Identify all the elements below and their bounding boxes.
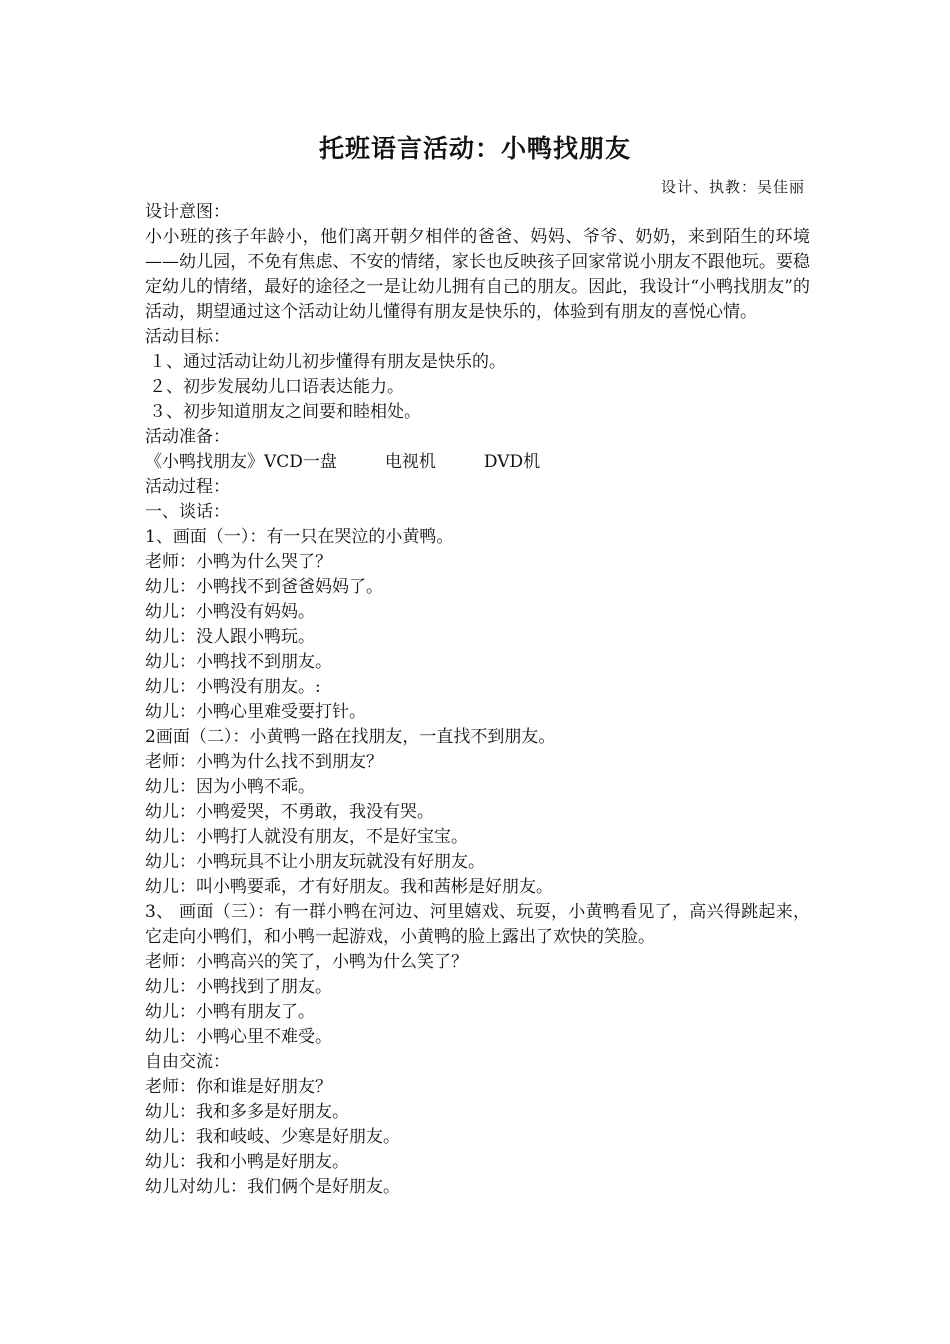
dialogue-line: 幼儿：小鸭心里难受要打针。 (145, 702, 366, 722)
author-line: 设计、执教：吴佳丽 (660, 178, 805, 196)
document-body (145, 200, 810, 1200)
free-talk-heading: 自由交流： (145, 1052, 230, 1072)
prep-items (145, 450, 810, 475)
dialogue-line: 老师：小鸭高兴的笑了，小鸭为什么笑了？ (145, 952, 468, 972)
goal-item: ２、初步发展幼儿口语表达能力。 (149, 377, 404, 397)
dialogue-line: 幼儿：我和岐岐、少寒是好朋友。 (145, 1127, 400, 1147)
goal-item: ３、初步知道朋友之间要和睦相处。 (149, 402, 421, 422)
goals-heading: 活动目标： (145, 327, 230, 347)
goal-item: １、通过活动让幼儿初步懂得有朋友是快乐的。 (149, 352, 506, 372)
dialogue-line: 老师：小鸭为什么找不到朋友？ (145, 752, 383, 772)
dialogue-line: 幼儿：小鸭心里不难受。 (145, 1027, 332, 1047)
scene-heading: 1、画面（一）：有一只在哭泣的小黄鸭。 (145, 527, 454, 547)
dialogue-line: 老师：小鸭为什么哭了？ (145, 552, 332, 572)
dialogue-line: 幼儿：我和小鸭是好朋友。 (145, 1152, 349, 1172)
design-intent-heading: 设计意图： (145, 202, 230, 222)
dialogue-line: 幼儿：小鸭没有朋友。: (145, 677, 321, 697)
dialogue-line: 幼儿：我和多多是好朋友。 (145, 1102, 349, 1122)
prep-heading: 活动准备： (145, 427, 230, 447)
prep-item: DVD机 (483, 452, 541, 472)
document-title: 托班语言活动：小鸭找朋友 (318, 134, 631, 163)
design-intent-paragraph: 小小班的孩子年龄小，他们离开朝夕相伴的爸爸、妈妈、爷爷、奶奶，来到陌生的环境——幼儿园，不免有焦虑、不安的情绪，家长也反映孩子回家常说小朋友不跟他玩。要稳定幼儿的情绪，最好的途径之一是让幼儿拥有自己的朋友。因此，我设计“小鸭找朋友”的活动，期望通过这个活动让幼儿懂得有朋友是快乐的，体验到有朋友的喜悦心情。 (145, 227, 810, 322)
dialogue-line: 幼儿：小鸭有朋友了。 (145, 1002, 315, 1022)
dialogue-line: 幼儿：没人跟小鸭玩。 (145, 627, 315, 647)
dialogue-line: 幼儿：小鸭玩具不让小朋友玩就没有好朋友。 (145, 852, 485, 872)
section-heading: 一、谈话： (145, 502, 230, 522)
dialogue-line: 幼儿：小鸭打人就没有朋友，不是好宝宝。 (145, 827, 468, 847)
scene-heading: 3、 画面（三）：有一群小鸭在河边、河里嬉戏、玩耍，小黄鸭看见了，高兴得跳起来，它走向小鸭们，和小鸭一起游戏，小黄鸭的脸上露出了欢快的笑脸。 (145, 902, 810, 947)
dialogue-line: 幼儿：叫小鸭要乖，才有好朋友。我和茜彬是好朋友。 (145, 877, 553, 897)
process-heading: 活动过程： (145, 477, 230, 497)
scene-heading: 2画面（二）：小黄鸭一路在找朋友，一直找不到朋友。 (145, 727, 556, 747)
prep-item: 电视机 (384, 452, 436, 472)
dialogue-line: 幼儿：小鸭找到了朋友。 (145, 977, 332, 997)
dialogue-line: 幼儿：因为小鸭不乖。 (145, 777, 315, 797)
dialogue-line: 幼儿：小鸭找不到爸爸妈妈了。 (145, 577, 383, 597)
dialogue-line: 老师：你和谁是好朋友？ (145, 1077, 332, 1097)
dialogue-line: 幼儿对幼儿：我们俩个是好朋友。 (145, 1177, 400, 1197)
dialogue-line: 幼儿：小鸭爱哭，不勇敢，我没有哭。 (145, 802, 434, 822)
prep-item: 《小鸭找朋友》VCD一盘 (145, 452, 337, 472)
dialogue-line: 幼儿：小鸭找不到朋友。 (145, 652, 332, 672)
dialogue-line: 幼儿：小鸭没有妈妈。 (145, 602, 315, 622)
